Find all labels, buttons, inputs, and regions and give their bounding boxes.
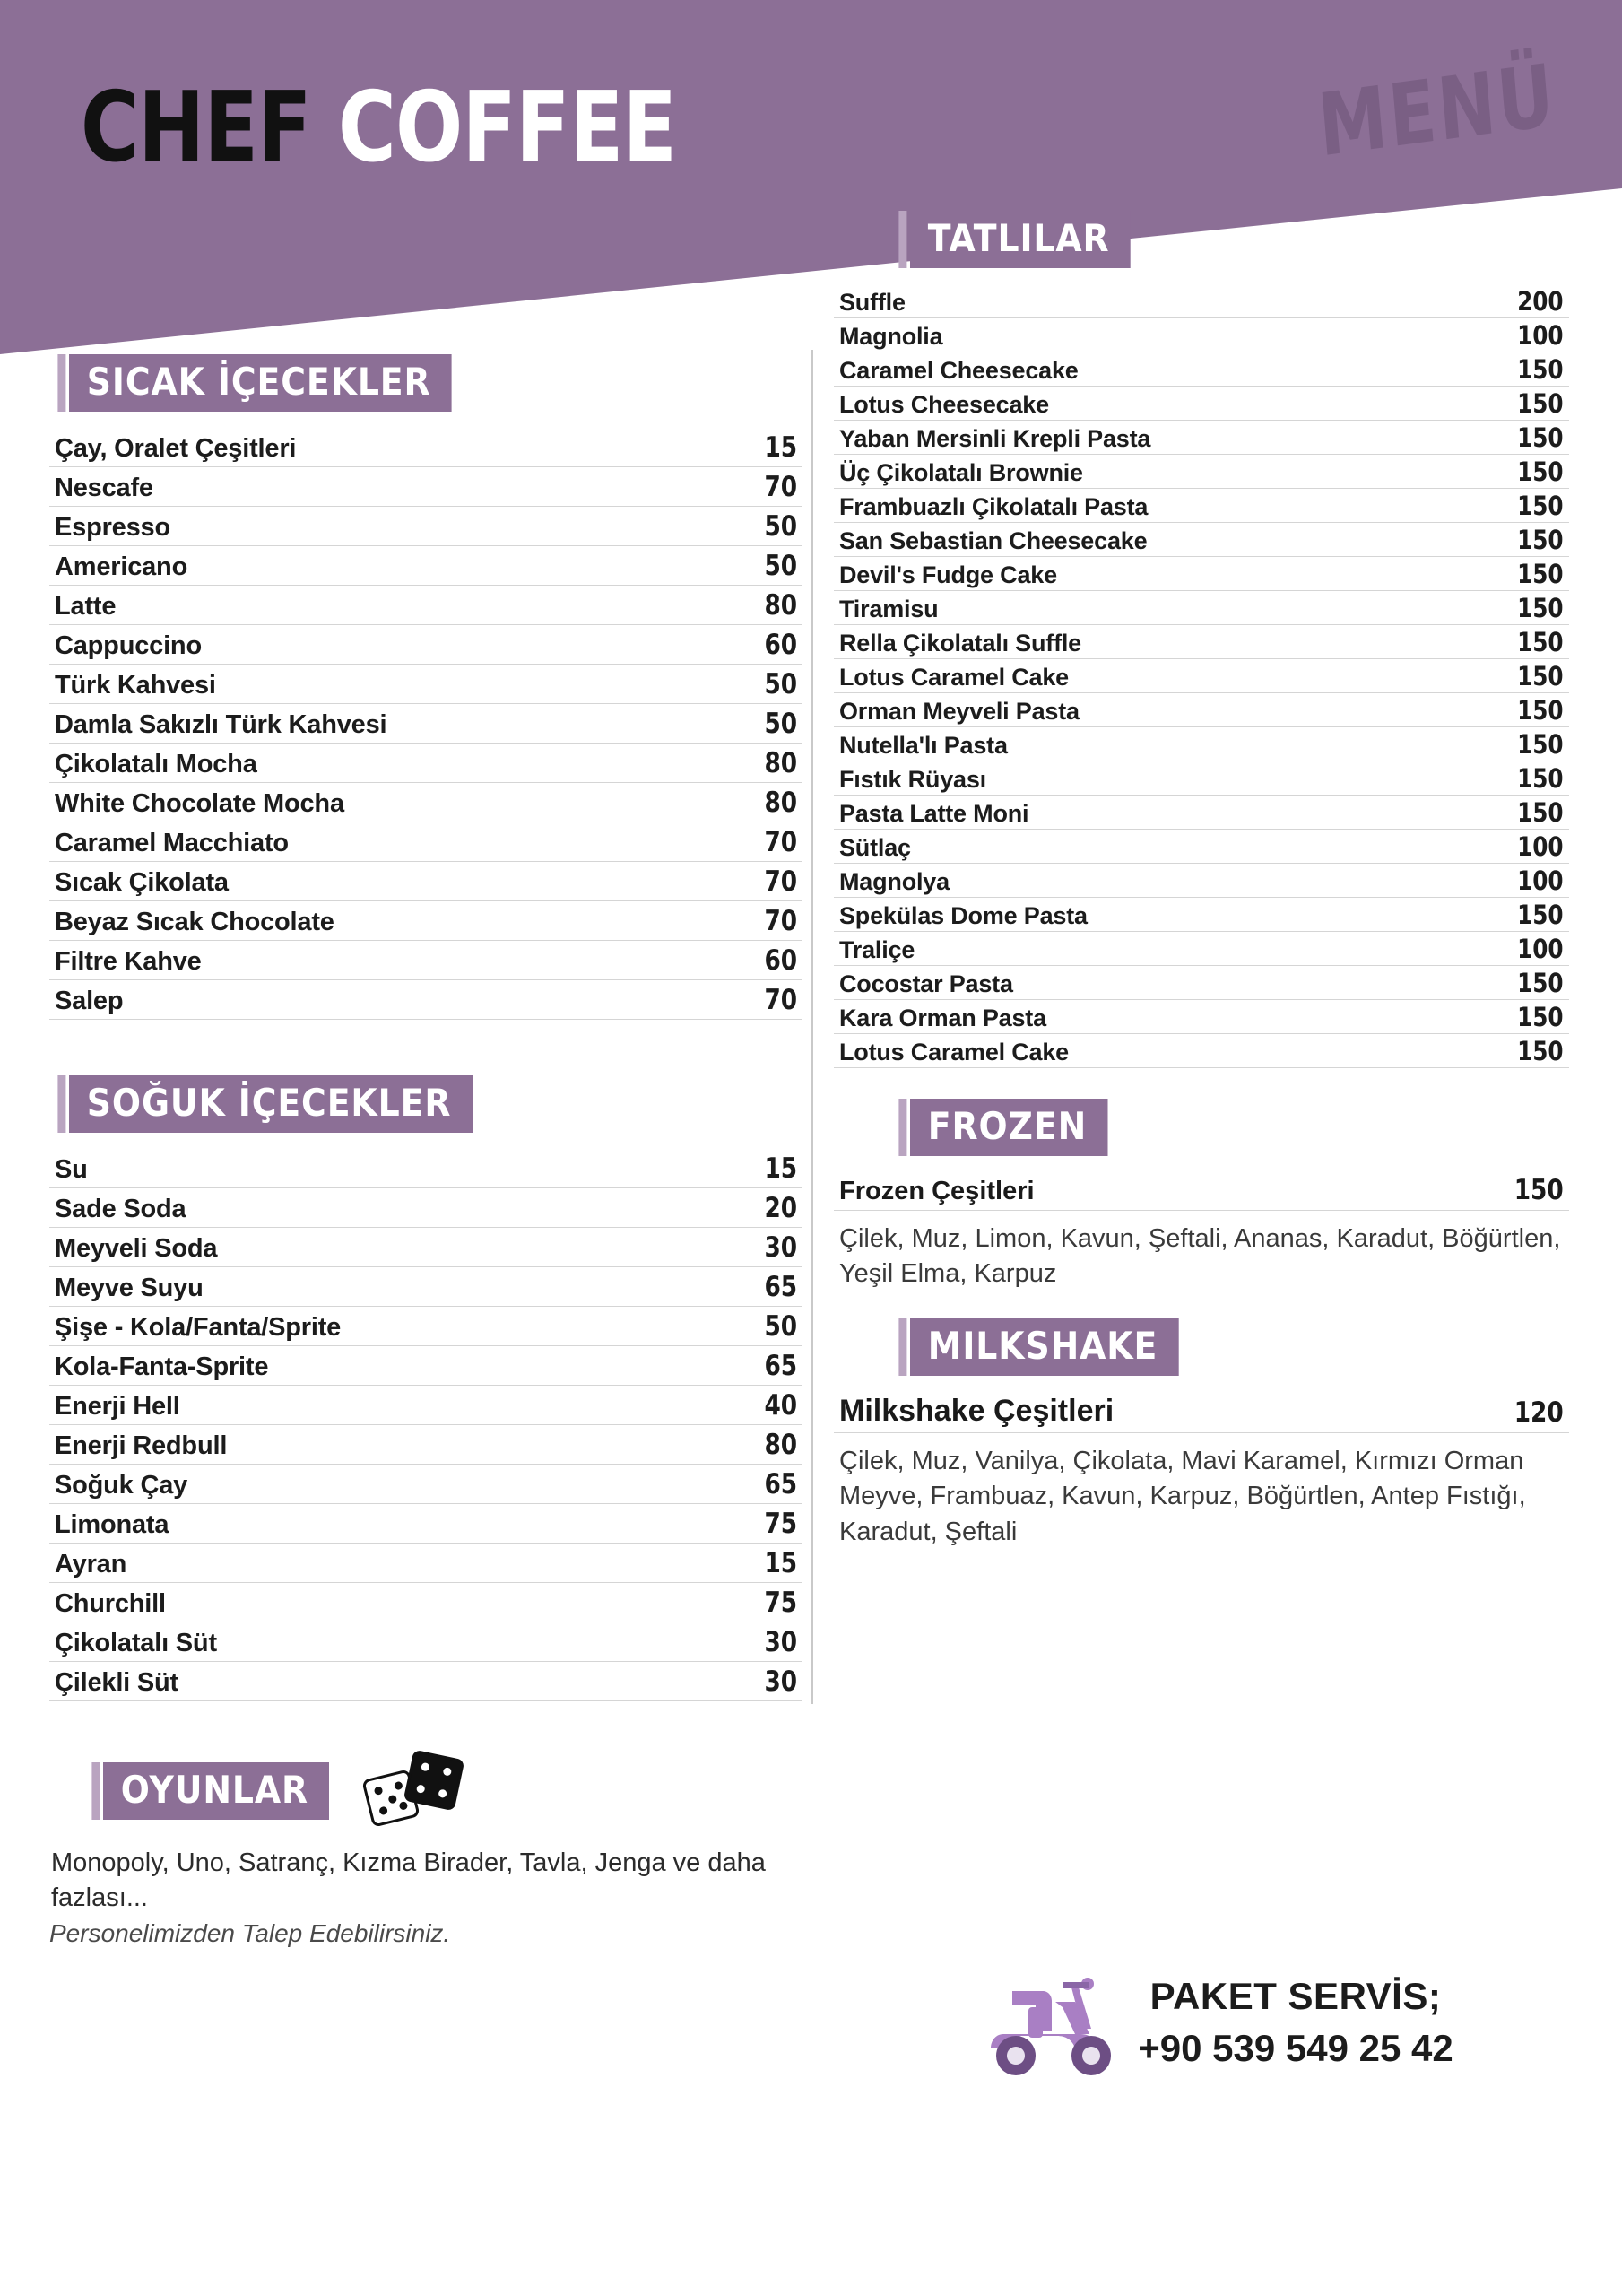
frozen-item-row [834,1169,1569,1211]
item-price: 70 [764,865,797,898]
list-item [834,557,1569,591]
list-item [49,822,802,862]
item-name: San Sebastian Cheesecake [839,527,1148,554]
item-price: 50 [764,708,797,740]
cold-drinks-list [49,1149,802,1701]
list-item [834,932,1569,966]
games-note-text: Personelimizden Talep Edebilirsiniz. [49,1919,451,1948]
list-item [49,1346,802,1386]
dice-icon [367,1751,474,1831]
item-name: Caramel Macchiato [55,829,289,857]
list-item [834,727,1569,761]
item-name: Spekülas Dome Pasta [839,902,1088,929]
item-name: Cappuccino [55,631,202,660]
list-item [834,659,1569,693]
item-name: White Chocolate Mocha [55,789,344,818]
item-name: Çilekli Süt [55,1668,178,1697]
item-price: 150 [1517,457,1564,487]
delivery-block [861,1955,1569,2090]
item-price: 150 [1517,422,1564,453]
list-item [834,796,1569,830]
scooter-icon [976,1955,1129,2090]
item-price: 150 [1517,627,1564,657]
item-price: 150 [1517,491,1564,521]
list-item [834,352,1569,387]
item-name: Rella Çikolatalı Suffle [839,630,1081,657]
list-item [49,1228,802,1267]
list-item [49,665,802,704]
list-item [49,704,802,744]
list-item [834,387,1569,421]
item-name: Latte [55,592,117,621]
menu-body [0,216,1622,2296]
item-price: 150 [1517,900,1564,930]
item-name: Kola-Fanta-Sprite [55,1352,269,1381]
list-item [834,761,1569,796]
item-price: 80 [764,787,797,819]
item-price: 150 [1517,729,1564,760]
item-name: Çay, Oralet Çeşitleri [55,434,297,463]
item-name: Üç Çikolatalı Brownie [839,459,1083,486]
item-price: 65 [764,1350,797,1382]
item-name: Şişe - Kola/Fanta/Sprite [55,1313,342,1342]
item-price: 100 [1517,831,1564,862]
item-price: 50 [764,668,797,700]
item-name: Damla Sakızlı Türk Kahvesi [55,710,387,739]
list-item [49,467,802,507]
list-item [834,284,1569,318]
list-item [49,507,802,546]
list-item [834,966,1569,1000]
item-price: 60 [764,944,797,977]
item-price: 50 [764,510,797,543]
section-heading-frozen: FROZEN [910,1099,1108,1156]
item-name: Enerji Redbull [55,1431,228,1460]
item-name: Frambuazlı Çikolatalı Pasta [839,493,1149,520]
item-name: Traliçe [839,936,915,963]
milkshake-item-row [834,1388,1569,1433]
brand-title [81,72,676,184]
item-price: 150 [1514,1174,1564,1206]
item-price: 65 [764,1468,797,1500]
list-item [49,1188,802,1228]
item-price: 200 [1517,286,1564,317]
item-name: Sütlaç [839,834,911,861]
item-name: Soğuk Çay [55,1471,188,1500]
item-price: 100 [1517,320,1564,351]
games-list-text: Monopoly, Uno, Satranç, Kızma Birader, Tavla, Jenga ve daha fazlası... [51,1848,766,1913]
section-heading-games: OYUNLAR [103,1762,329,1820]
delivery-phone[interactable]: +90 539 549 25 42 [1138,2027,1453,2069]
list-item [834,693,1569,727]
list-item [49,980,802,1020]
list-item [834,625,1569,659]
list-item [49,1544,802,1583]
list-item [49,862,802,901]
list-item [49,1425,802,1465]
list-item [49,428,802,467]
item-name: Tiramisu [839,596,939,622]
left-column [49,354,802,1948]
section-milkshake [834,1318,1569,1549]
list-item [49,586,802,625]
item-name: Su [55,1155,88,1184]
list-item [49,1386,802,1425]
item-price: 70 [764,826,797,858]
item-name: Yaban Mersinli Krepli Pasta [839,425,1151,452]
item-price: 150 [1517,1036,1564,1066]
section-frozen [834,1099,1569,1292]
list-item [49,1504,802,1544]
frozen-flavors-text: Çilek, Muz, Limon, Kavun, Şeftali, Ananas, Karadut, Böğürtlen, Yeşil Elma, Karpuz [839,1224,1561,1289]
item-name: Beyaz Sıcak Chocolate [55,908,334,936]
item-name: Nescafe [55,474,153,502]
list-item [834,898,1569,932]
right-column [834,211,1569,1550]
list-item [49,1662,802,1701]
brand-title-coffee: COFFEE [337,72,677,184]
list-item [834,455,1569,489]
list-item [49,941,802,980]
item-price: 30 [764,1231,797,1264]
hot-drinks-list [49,428,802,1020]
item-price: 150 [1517,354,1564,385]
item-name: Suffle [839,289,906,316]
item-name: Ayran [55,1550,127,1578]
column-divider [811,350,813,1704]
item-price: 70 [764,905,797,937]
item-price: 40 [764,1389,797,1422]
item-name: Kara Orman Pasta [839,1004,1046,1031]
item-price: 80 [764,589,797,622]
list-item [834,864,1569,898]
section-cold-drinks [49,1075,802,1701]
item-name: Türk Kahvesi [55,671,216,700]
item-price: 150 [1517,1002,1564,1032]
item-price: 15 [764,1547,797,1579]
section-heading-desserts: TATLILAR [910,211,1131,268]
item-price: 15 [764,431,797,464]
item-name: Salep [55,987,124,1015]
list-item [834,489,1569,523]
list-item [49,901,802,941]
section-heading-cold-drinks: SOĞUK İÇECEKLER [69,1075,473,1133]
item-price: 20 [764,1192,797,1224]
item-name: Pasta Latte Moni [839,800,1029,827]
milkshake-flavors-text: Çilek, Muz, Vanilya, Çikolata, Mavi Karamel, Kırmızı Orman Meyve, Frambuaz, Kavun, Karpuz, Böğürtlen, Antep Fıstığı, Karadut, Şeftali [839,1447,1526,1546]
item-name: Caramel Cheesecake [839,357,1079,384]
item-price: 15 [764,1152,797,1185]
list-item [49,625,802,665]
item-price: 80 [764,1429,797,1461]
item-name: Fıstık Rüyası [839,766,986,793]
section-heading-hot-drinks: SICAK İÇECEKLER [69,354,452,412]
section-desserts [834,211,1569,1068]
item-price: 150 [1517,661,1564,691]
item-price: 150 [1517,525,1564,555]
item-name: Sıcak Çikolata [55,868,229,897]
list-item [49,1307,802,1346]
list-item [49,1465,802,1504]
item-price: 150 [1517,797,1564,828]
section-hot-drinks [49,354,802,1020]
list-item [834,1034,1569,1068]
section-heading-milkshake: MILKSHAKE [910,1318,1179,1376]
list-item [834,591,1569,625]
item-price: 100 [1517,865,1564,896]
item-name: Milkshake Çeşitleri [839,1394,1115,1429]
menu-watermark-label: MENÜ [1314,45,1559,177]
item-name: Meyve Suyu [55,1274,204,1302]
item-price: 150 [1517,593,1564,623]
list-item [49,546,802,586]
list-item [49,1267,802,1307]
item-price: 70 [764,984,797,1016]
item-name: Americano [55,552,188,581]
list-item [49,744,802,783]
list-item [834,421,1569,455]
item-name: Espresso [55,513,170,542]
item-price: 80 [764,747,797,779]
desserts-list [834,284,1569,1068]
item-name: Churchill [55,1589,166,1618]
item-name: Devil's Fudge Cake [839,561,1057,588]
list-item [49,783,802,822]
item-price: 100 [1517,934,1564,964]
item-name: Magnolya [839,868,950,895]
item-price: 65 [764,1271,797,1303]
list-item [49,1583,802,1622]
item-price: 75 [764,1587,797,1619]
item-name: Limonata [55,1510,169,1539]
item-name: Magnolia [839,323,943,350]
item-name: Çikolatalı Süt [55,1629,217,1657]
item-name: Lotus Caramel Cake [839,1039,1069,1065]
item-name: Nutella'lı Pasta [839,732,1008,759]
item-price: 120 [1514,1396,1564,1430]
item-name: Filtre Kahve [55,947,202,976]
item-name: Çikolatalı Mocha [55,750,257,778]
list-item [49,1149,802,1188]
list-item [834,830,1569,864]
item-name: Sade Soda [55,1195,186,1223]
list-item [834,1000,1569,1034]
item-price: 70 [764,471,797,503]
item-price: 30 [764,1626,797,1658]
item-name: Meyveli Soda [55,1234,218,1263]
item-name: Lotus Cheesecake [839,391,1049,418]
item-name: Lotus Caramel Cake [839,664,1069,691]
list-item [834,523,1569,557]
item-price: 60 [764,629,797,661]
brand-title-chef: CHEF [81,72,311,184]
item-price: 30 [764,1665,797,1698]
item-name: Cocostar Pasta [839,970,1013,997]
item-price: 150 [1517,695,1564,726]
list-item [834,318,1569,352]
list-item [49,1622,802,1662]
delivery-title: PAKET SERVİS; [1149,1975,1442,2017]
item-price: 150 [1517,388,1564,419]
item-price: 75 [764,1508,797,1540]
item-price: 150 [1517,559,1564,589]
item-price: 50 [764,550,797,582]
section-games [49,1751,802,1948]
item-price: 150 [1517,968,1564,998]
item-name: Enerji Hell [55,1392,180,1421]
item-price: 50 [764,1310,797,1343]
item-name: Orman Meyveli Pasta [839,698,1080,725]
item-price: 150 [1517,763,1564,794]
item-name: Frozen Çeşitleri [839,1177,1035,1205]
